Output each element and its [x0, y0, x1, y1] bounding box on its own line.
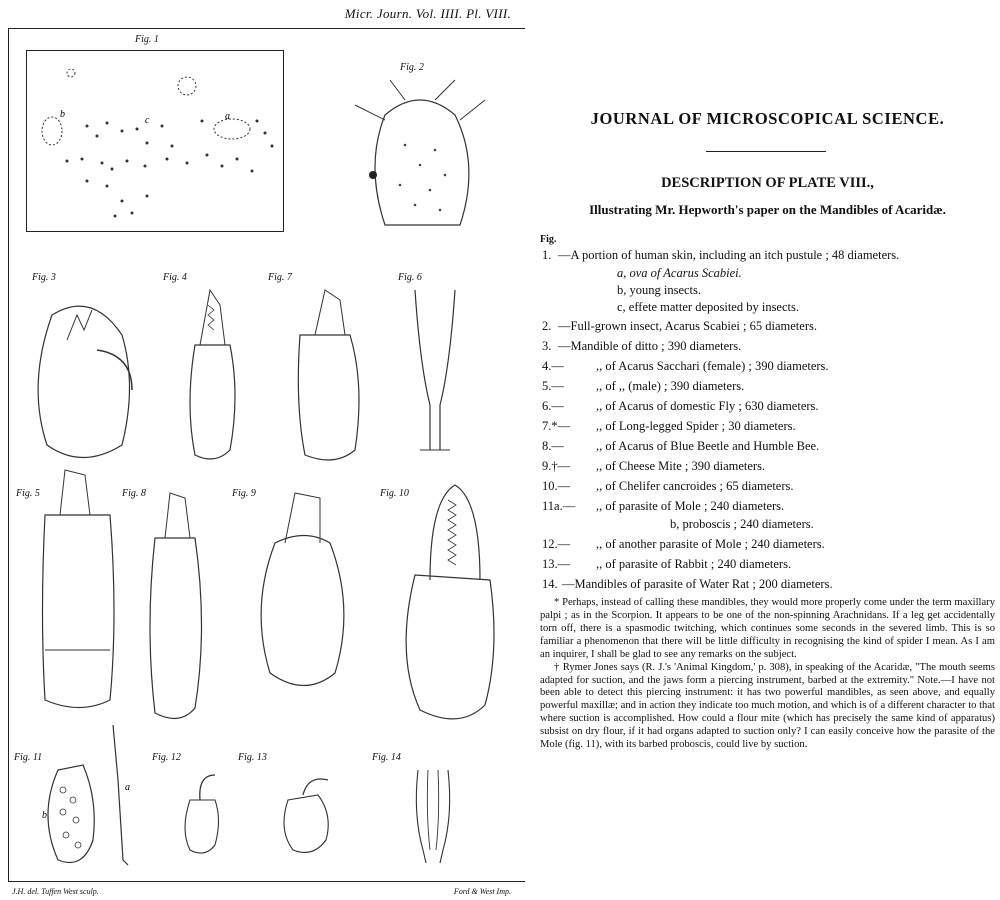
- fig-8-mandible: [140, 488, 215, 728]
- plate-left-rule: [8, 28, 9, 882]
- fig-1-letter-b: b: [60, 109, 65, 120]
- fig-4-mandible: [180, 285, 245, 465]
- fig-1-letter-c: c: [145, 115, 150, 126]
- fig-9-label: Fig. 9: [232, 488, 256, 499]
- fig-11-label: Fig. 11: [14, 752, 43, 763]
- fig-2-acarus-scabiei: [345, 75, 495, 245]
- fig-1-letter-a: a: [225, 111, 230, 122]
- engraver-credit: J.H. del. Tuffen West sculp.: [12, 887, 99, 896]
- entry-sub: b, young insects.: [617, 283, 702, 297]
- fig-10-mandible: [400, 480, 505, 730]
- fig-11-letter-b: b: [42, 810, 47, 821]
- entry-text: —Mandibles of parasite of Water Rat ; 200 diameters.: [562, 577, 833, 591]
- fig-13-mandible: [278, 770, 338, 860]
- entry-text: —Full-grown insect, Acarus Scabiei ; 65 diameters.: [558, 319, 817, 333]
- illustrating-line: Illustrating Mr. Hepworth's paper on the Mandibles of Acaridæ.: [589, 202, 946, 217]
- description-title: DESCRIPTION OF PLATE VIII.,: [661, 175, 874, 191]
- entry-number: 8.—: [542, 439, 564, 453]
- fig-column-heading: Fig.: [540, 234, 557, 245]
- entry-number: 14.: [542, 577, 558, 591]
- entry-number: 11a.—: [542, 499, 576, 513]
- fig-11-letter-a: a: [125, 782, 130, 793]
- fig-1-label: Fig. 1: [135, 34, 159, 45]
- fig-9-mandible: [250, 488, 360, 698]
- entry-number: 13.—: [542, 557, 571, 571]
- entry-text: ,, of parasite of Mole ; 240 diameters.: [596, 499, 785, 513]
- footnote-dagger: † Rymer Jones says (R. J.'s 'Animal Kingdom,' p. 308), in speaking of the Acaridæ, "The mouth seems adapted for suction, and the jaws form a piercing instrument, barbed at the extremity." Note.—I have not been able to detect this piercing instrument: it has two powerful mandibles, as seen above, and equally powerful maxillæ; and in action they indicate too much motion, and which is of a different character to that where suction is accomplished. How could a flour mite (which has precisely the same kind of apparatus) subsist on dry flour, if it had organs adapted to suction only? I can easily conceive how the parasite of the Mole (fig. 11), with its barbed proboscis, could live by suction.: [540, 661, 995, 751]
- entry-number: 9.†—: [542, 459, 571, 473]
- plate-bottom-rule: [8, 881, 525, 882]
- entry-text: ,, of ,, (male) ; 390 diameters.: [596, 379, 745, 393]
- journal-title: JOURNAL OF MICROSCOPICAL SCIENCE.: [590, 109, 945, 128]
- fig-6-mandible: [400, 285, 470, 460]
- fig-14-mandibles: [408, 765, 458, 865]
- entry-number: 2.: [542, 319, 552, 333]
- entry-number: 12.—: [542, 537, 571, 551]
- fig-10-label: Fig. 10: [380, 488, 409, 499]
- fig-5-label: Fig. 5: [16, 488, 40, 499]
- entry-sub: c, effete matter deposited by insects.: [617, 300, 799, 314]
- fig-2-label: Fig. 2: [400, 62, 424, 73]
- entry-text: ,, of Acarus Sacchari (female) ; 390 diameters.: [596, 359, 829, 373]
- entry-text: —A portion of human skin, including an itch pustule ; 48 diameters.: [558, 248, 900, 262]
- fig-11-mandible-and-proboscis: [28, 720, 148, 870]
- entry-text: ,, of Acarus of Blue Beetle and Humble Bee.: [596, 439, 820, 453]
- plate-header: Micr. Journ. Vol. IIII. Pl. VIII.: [344, 6, 511, 21]
- fig-1-skin-section: [26, 50, 284, 232]
- footnote-asterisk: * Perhaps, instead of calling these mandibles, they would more properly come under the term maxillary palpi ; as in the Scorpion. It appears to be one of the non-spinning Arachnidans. If a leg get accidentally torn off, there is a spasmodic twitching, which continues some seconds in the severed limb. This is so familiar a phenomenon that there will be little difficulty in recognising the kind of spider I mean. As I am an inquirer, I shall be glad to see any remarks on the subject.: [540, 597, 995, 660]
- entry-number: 7.*—: [542, 419, 571, 433]
- fig-3-label: Fig. 3: [32, 272, 56, 283]
- entry-text: ,, of Chelifer cancroides ; 65 diameters.: [596, 479, 794, 493]
- fig-8-label: Fig. 8: [122, 488, 146, 499]
- printer-credit: Ford & West Imp.: [453, 887, 511, 896]
- footnotes: [540, 597, 995, 752]
- entry-text: ,, of another parasite of Mole ; 240 diameters.: [596, 537, 825, 551]
- entry-sub: a, ova of Acarus Scabiei.: [617, 266, 742, 280]
- fig-5-mandible: [40, 465, 120, 715]
- fig-13-label: Fig. 13: [238, 752, 267, 763]
- entry-number: 3.: [542, 339, 552, 353]
- fig-3-mandible: [22, 295, 147, 465]
- fig-12-label: Fig. 12: [152, 752, 181, 763]
- entry-text: ,, of Cheese Mite ; 390 diameters.: [596, 459, 766, 473]
- entry-number: 1.: [542, 248, 552, 262]
- fig-4-label: Fig. 4: [163, 272, 187, 283]
- title-rule: [706, 151, 826, 152]
- entry-text: ,, of Acarus of domestic Fly ; 630 diameters.: [596, 399, 819, 413]
- fig-7-mandible: [290, 285, 370, 465]
- fig-14-label: Fig. 14: [372, 752, 401, 763]
- fig-7-label: Fig. 7: [268, 272, 292, 283]
- entry-number: 10.—: [542, 479, 571, 493]
- entry-number: 6.—: [542, 399, 564, 413]
- fig-12-mandible: [180, 770, 230, 860]
- plate-description: [540, 0, 995, 900]
- entry-text: ,, of Long-legged Spider ; 30 diameters.: [596, 419, 796, 433]
- plate-top-rule: [8, 28, 525, 29]
- entry-text: —Mandible of ditto ; 390 diameters.: [558, 339, 742, 353]
- entry-text: ,, of parasite of Rabbit ; 240 diameters.: [596, 557, 792, 571]
- entry-number: 4.—: [542, 359, 564, 373]
- entry-number: 5.—: [542, 379, 564, 393]
- fig-6-label: Fig. 6: [398, 272, 422, 283]
- entry-sub: b, proboscis ; 240 diameters.: [670, 517, 814, 531]
- fig-1-drawing: [27, 51, 283, 231]
